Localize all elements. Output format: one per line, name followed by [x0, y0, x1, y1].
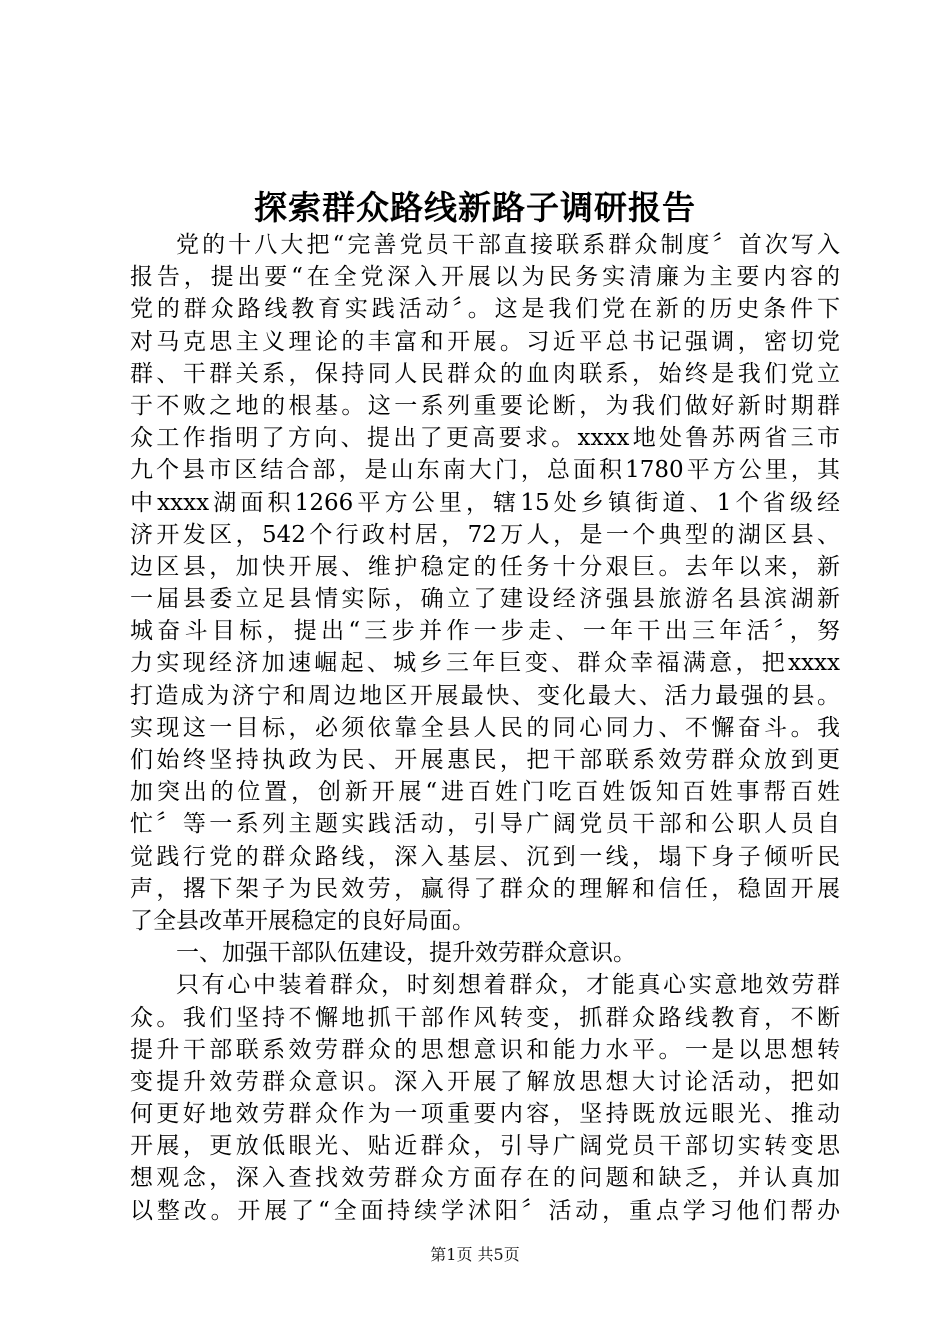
document-title: 探索群众路线新路子调研报告 — [254, 188, 696, 227]
text-line: 忙〞等一系列主题实践活动，引导广阔党员干部和公职人员自 — [130, 811, 840, 838]
text-line: 城奋斗目标，提出“三步并作一步走、一年干出三年活〞，努 — [130, 618, 840, 645]
text-line: 加突出的位置，创新开展“进百姓门吃百姓饭知百姓事帮百姓 — [130, 779, 840, 806]
text-line: 实现这一目标，必须依靠全县人民的同心同力、不懈奋斗。我 — [130, 714, 840, 741]
text-line: 中xxxx湖面积1266平方公里，辖15处乡镇街道、1个省级经 — [130, 489, 840, 516]
text-line: 以整改。开展了“全面持续学沭阳〞活动，重点学习他们帮办 — [130, 1197, 840, 1224]
text-line: 党的群众路线教育实践活动〞。这是我们党在新的历史条件下 — [130, 296, 840, 323]
text-line: 众工作指明了方向、提出了更高要求。xxxx地处鲁苏两省三市 — [130, 425, 840, 452]
text-line: 对马克思主义理论的丰富和开展。习近平总书记强调，密切党 — [130, 328, 840, 355]
text-line: 众。我们坚持不懈地抓干部作风转变，抓群众路线教育，不断 — [130, 1004, 840, 1031]
text-line: 九个县市区结合部，是山东南大门，总面积1780平方公里，其 — [130, 457, 840, 484]
text-line: 边区县，加快开展、维护稳定的任务十分艰巨。去年以来，新 — [130, 553, 840, 580]
text-line: 开展，更放低眼光、贴近群众，引导广阔党员干部切实转变思 — [130, 1133, 840, 1160]
text-line: 党的十八大把“完善党员干部直接联系群众制度〞首次写入 — [176, 232, 840, 258]
page-number-footer: 第1页 共5页 — [430, 1245, 520, 1264]
text-line: 打造成为济宁和周边地区开展最快、变化最大、活力最强的县。 — [130, 682, 840, 709]
text-line: 了全县改革开展稳定的良好局面。 — [130, 907, 475, 934]
text-line: 报告，提出要“在全党深入开展以为民务实清廉为主要内容的 — [130, 264, 840, 291]
text-line: 何更好地效劳群众作为一项重要内容，坚持既放远眼光、推动 — [130, 1101, 840, 1128]
section-heading: 一、加强干部队伍建设，提升效劳群众意识。 — [176, 940, 636, 967]
text-line: 声，撂下架子为民效劳，赢得了群众的理解和信任，稳固开展 — [130, 875, 840, 902]
document-body — [130, 229, 840, 1227]
text-line: 只有心中装着群众，时刻想着群众，才能真心实意地效劳群 — [176, 972, 840, 999]
text-line: 变提升效劳群众意识。深入开展了解放思想大讨论活动，把如 — [130, 1068, 840, 1095]
text-line: 力实现经济加速崛起、城乡三年巨变、群众幸福满意，把xxxx — [130, 650, 840, 677]
text-line: 觉践行党的群众路线，深入基层、沉到一线，塌下身子倾听民 — [130, 843, 840, 870]
text-line: 提升干部联系效劳群众的思想意识和能力水平。一是以思想转 — [130, 1036, 840, 1063]
text-line: 一届县委立足县情实际，确立了建设经济强县旅游名县滨湖新 — [130, 586, 840, 613]
text-line: 群、干群关系，保持同人民群众的血肉联系，始终是我们党立 — [130, 360, 840, 387]
text-line: 们始终坚持执政为民、开展惠民，把干部联系效劳群众放到更 — [130, 747, 840, 773]
text-line: 想观念，深入查找效劳群众方面存在的问题和缺乏，并认真加 — [130, 1165, 840, 1192]
text-line: 于不败之地的根基。这一系列重要论断，为我们做好新时期群 — [130, 392, 840, 419]
text-line: 济开发区，542个行政村居，72万人，是一个典型的湖区县、 — [130, 521, 840, 548]
